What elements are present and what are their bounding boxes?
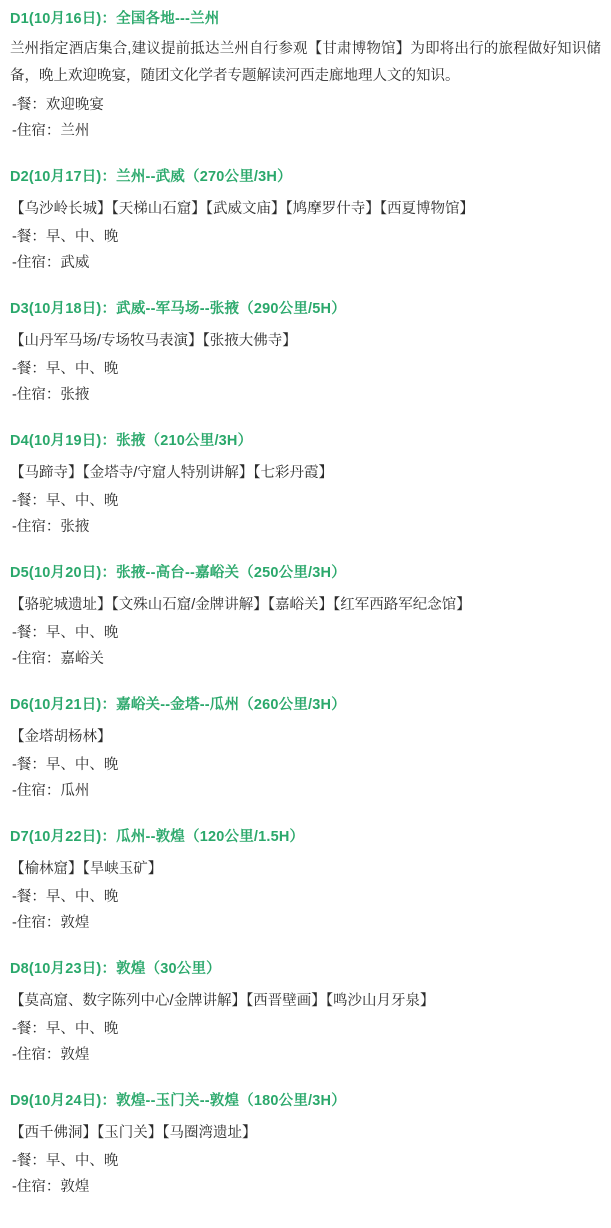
day-title: D5(10月20日)：张掖--高台--嘉峪关（250公里/3H） <box>10 565 346 581</box>
day-meals: -餐：早、中、晚 <box>12 757 119 773</box>
day-meals: -餐：早、中、晚 <box>12 229 119 245</box>
day-meals: -餐：早、中、晚 <box>12 361 119 377</box>
day-spots: 【乌沙岭长城】【天梯山石窟】【武威文庙】【鸠摩罗什寺】【西夏博物馆】 <box>10 201 474 217</box>
day-title: D4(10月19日)：张掖（210公里/3H） <box>10 433 253 449</box>
itinerary-day-6 <box>10 694 601 804</box>
day-meals: -餐：早、中、晚 <box>12 889 119 905</box>
day-spots: 【西千佛洞】【玉门关】【马圈湾遗址】 <box>10 1125 257 1141</box>
day-title: D6(10月21日)：嘉峪关--金塔--瓜州（260公里/3H） <box>10 697 346 713</box>
day-hotel: -住宿：敦煌 <box>12 915 90 931</box>
day-hotel: -住宿：兰州 <box>12 123 90 139</box>
itinerary-day-3 <box>10 298 601 408</box>
day-meals: -餐：早、中、晚 <box>12 493 119 509</box>
day-title: D9(10月24日)：敦煌--玉门关--敦煌（180公里/3H） <box>10 1093 346 1109</box>
itinerary-day-1 <box>10 8 601 144</box>
day-spots: 【骆驼城遗址】【文殊山石窟/金牌讲解】【嘉峪关】【红军西路军纪念馆】 <box>10 597 471 613</box>
day-hotel: -住宿：嘉峪关 <box>12 651 104 667</box>
day-title: D1(10月16日)：全国各地---兰州 <box>10 11 220 27</box>
day-hotel: -住宿：敦煌 <box>12 1179 90 1195</box>
day-hotel: -住宿：张掖 <box>12 519 90 535</box>
itinerary-day-9 <box>10 1090 601 1200</box>
day-spots: 【马蹄寺】【金塔寺/守窟人特别讲解】【七彩丹霞】 <box>10 465 334 481</box>
day-hotel: -住宿：敦煌 <box>12 1047 90 1063</box>
day-hotel: -住宿：张掖 <box>12 387 90 403</box>
itinerary-day-7 <box>10 826 601 936</box>
day-title: D8(10月23日)：敦煌（30公里） <box>10 961 221 977</box>
day-meals: -餐：早、中、晚 <box>12 625 119 641</box>
itinerary-day-8 <box>10 958 601 1068</box>
day-title: D2(10月17日)：兰州--武威（270公里/3H） <box>10 169 292 185</box>
day-meals: -餐：欢迎晚宴 <box>12 97 104 113</box>
day-title: D7(10月22日)：瓜州--敦煌（120公里/1.5H） <box>10 829 305 845</box>
day-spots: 【山丹军马场/专场牧马表演】【张掖大佛寺】 <box>10 333 297 349</box>
day-spots: 【金塔胡杨林】 <box>10 729 112 745</box>
itinerary-day-4 <box>10 430 601 540</box>
itinerary-day-5 <box>10 562 601 672</box>
day-meals: -餐：早、中、晚 <box>12 1153 119 1169</box>
day-spots: 【莫高窟、数字陈列中心/金牌讲解】【西晋壁画】【鸣沙山月牙泉】 <box>10 993 435 1009</box>
itinerary-day-2 <box>10 166 601 276</box>
day-description: 兰州指定酒店集合,建议提前抵达兰州自行参观【甘肃博物馆】为即将出行的旅程做好知识储备，晚上欢迎晚宴，随团文化学者专题解读河西走廊地理人文的知识。 <box>10 41 601 84</box>
day-title: D3(10月18日)：武威--军马场--张掖（290公里/5H） <box>10 301 346 317</box>
day-hotel: -住宿：武威 <box>12 255 90 271</box>
day-spots: 【榆林窟】【旱峡玉矿】 <box>10 861 163 877</box>
day-meals: -餐：早、中、晚 <box>12 1021 119 1037</box>
day-hotel: -住宿：瓜州 <box>12 783 90 799</box>
